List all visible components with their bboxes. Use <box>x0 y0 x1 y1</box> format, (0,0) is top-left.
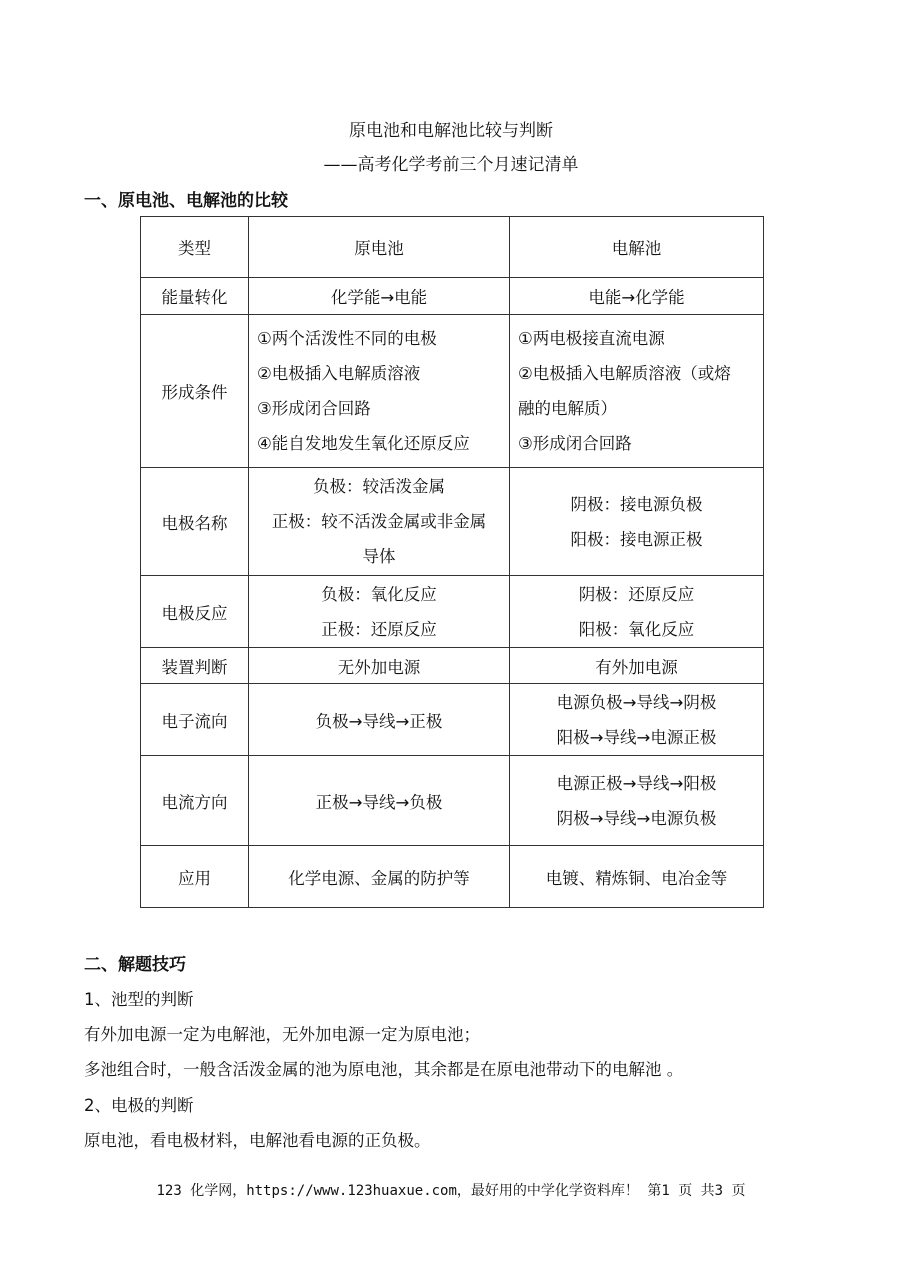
table-row-electron-flow <box>141 684 764 756</box>
row-label: 电流方向 <box>141 756 249 846</box>
cell-line: 负极：氧化反应 <box>321 584 437 604</box>
cell-line: 阳极：氧化反应 <box>578 619 695 639</box>
electrolytic-cell-value <box>510 846 764 908</box>
comparison-table <box>140 216 764 908</box>
row-label: 电极反应 <box>141 576 249 648</box>
table-row-current-direction <box>141 756 764 846</box>
document-title: 原电池和电解池比较与判断 <box>349 121 553 141</box>
cell-line: 有外加电源 <box>595 657 678 677</box>
cell-line: 电源负极→导线→阴极 <box>556 692 717 712</box>
table-row-electrode-reactions <box>141 576 764 648</box>
cell-line: 正极：还原反应 <box>321 619 437 639</box>
electrolytic-cell-value <box>510 648 764 684</box>
cell-line: 阴极：还原反应 <box>578 584 695 604</box>
table-row-energy <box>141 278 764 315</box>
cell-line: ①两个活泼性不同的电极 <box>257 329 437 348</box>
table-row-conditions <box>141 315 764 468</box>
cell-line: ①两电极接直流电源 <box>518 329 665 348</box>
header-galvanic-cell: 原电池 <box>249 217 510 278</box>
header-type: 类型 <box>141 217 249 278</box>
cell-line: 电镀、精炼铜、电冶金等 <box>545 868 728 888</box>
galvanic-cell-value <box>249 846 510 908</box>
cell-line: 正极→导线→负极 <box>315 792 443 812</box>
table-row-applications <box>141 846 764 908</box>
paragraph: 原电池，看电极材料，电解池看电源的正负极。 <box>84 1131 431 1150</box>
cell-line: 电源正极→导线→阳极 <box>556 773 717 793</box>
cell-line: 化学电源、金属的防护等 <box>288 868 470 888</box>
cell-line: 化学能→电能 <box>330 288 428 307</box>
galvanic-cell-value <box>249 315 510 468</box>
electrolytic-cell-value <box>510 756 764 846</box>
row-label: 应用 <box>141 846 249 908</box>
cell-line: 阴极：接电源负极 <box>570 494 703 514</box>
cell-line: 导体 <box>362 547 396 566</box>
table-row-device-judgement <box>141 648 764 684</box>
table-header-row <box>141 217 764 278</box>
cell-line: 阴极→导线→电源负极 <box>556 808 717 828</box>
page-footer: 123 化学网，https://www.123huaxue.com，最好用的中学化学资料库！ 第1 页 共3 页 <box>156 1183 746 1199</box>
section-heading-tips: 二、解题技巧 <box>84 955 186 975</box>
cell-line: ④能自发地发生氧化还原反应 <box>257 434 470 453</box>
cell-line: 正极：较不活泼金属或非金属 <box>271 512 487 531</box>
header-electrolytic-cell: 电解池 <box>510 217 764 278</box>
cell-line: 阳极：接电源正极 <box>570 529 703 549</box>
subheading-electrode: 2、电极的判断 <box>84 1096 194 1115</box>
galvanic-cell-value <box>249 648 510 684</box>
subheading-cell-type: 1、池型的判断 <box>84 990 194 1009</box>
electrolytic-cell-value <box>510 278 764 315</box>
galvanic-cell-value <box>249 576 510 648</box>
row-label: 能量转化 <box>141 278 249 315</box>
electrolytic-cell-value <box>510 684 764 756</box>
cell-line: 融的电解质） <box>518 399 617 418</box>
row-label: 装置判断 <box>141 648 249 684</box>
cell-line: 负极：较活泼金属 <box>313 477 445 496</box>
cell-line: 阳极→导线→电源正极 <box>556 727 717 747</box>
cell-line: 电能→化学能 <box>588 288 685 307</box>
cell-line: 负极→导线→正极 <box>315 711 443 731</box>
row-label: 形成条件 <box>141 315 249 468</box>
electrolytic-cell-value <box>510 468 764 576</box>
row-label: 电极名称 <box>141 468 249 576</box>
cell-line: ③形成闭合回路 <box>257 399 371 418</box>
row-label: 电子流向 <box>141 684 249 756</box>
section-heading-comparison: 一、原电池、电解池的比较 <box>84 191 288 211</box>
paragraph: 多池组合时，一般含活泼金属的池为原电池，其余都是在原电池带动下的电解池 。 <box>84 1060 684 1079</box>
electrolytic-cell-value <box>510 576 764 648</box>
cell-line: ②电极插入电解质溶液（或熔 <box>518 364 731 383</box>
galvanic-cell-value <box>249 278 510 315</box>
galvanic-cell-value <box>249 468 510 576</box>
document-subtitle: ——高考化学考前三个月速记清单 <box>323 155 579 175</box>
electrolytic-cell-value <box>510 315 764 468</box>
cell-line: ②电极插入电解质溶液 <box>257 364 421 383</box>
galvanic-cell-value <box>249 684 510 756</box>
paragraph: 有外加电源一定为电解池，无外加电源一定为原电池； <box>84 1025 480 1044</box>
cell-line: 无外加电源 <box>337 657 421 677</box>
galvanic-cell-value <box>249 756 510 846</box>
cell-line: ③形成闭合回路 <box>518 434 632 453</box>
table-row-electrode-names <box>141 468 764 576</box>
